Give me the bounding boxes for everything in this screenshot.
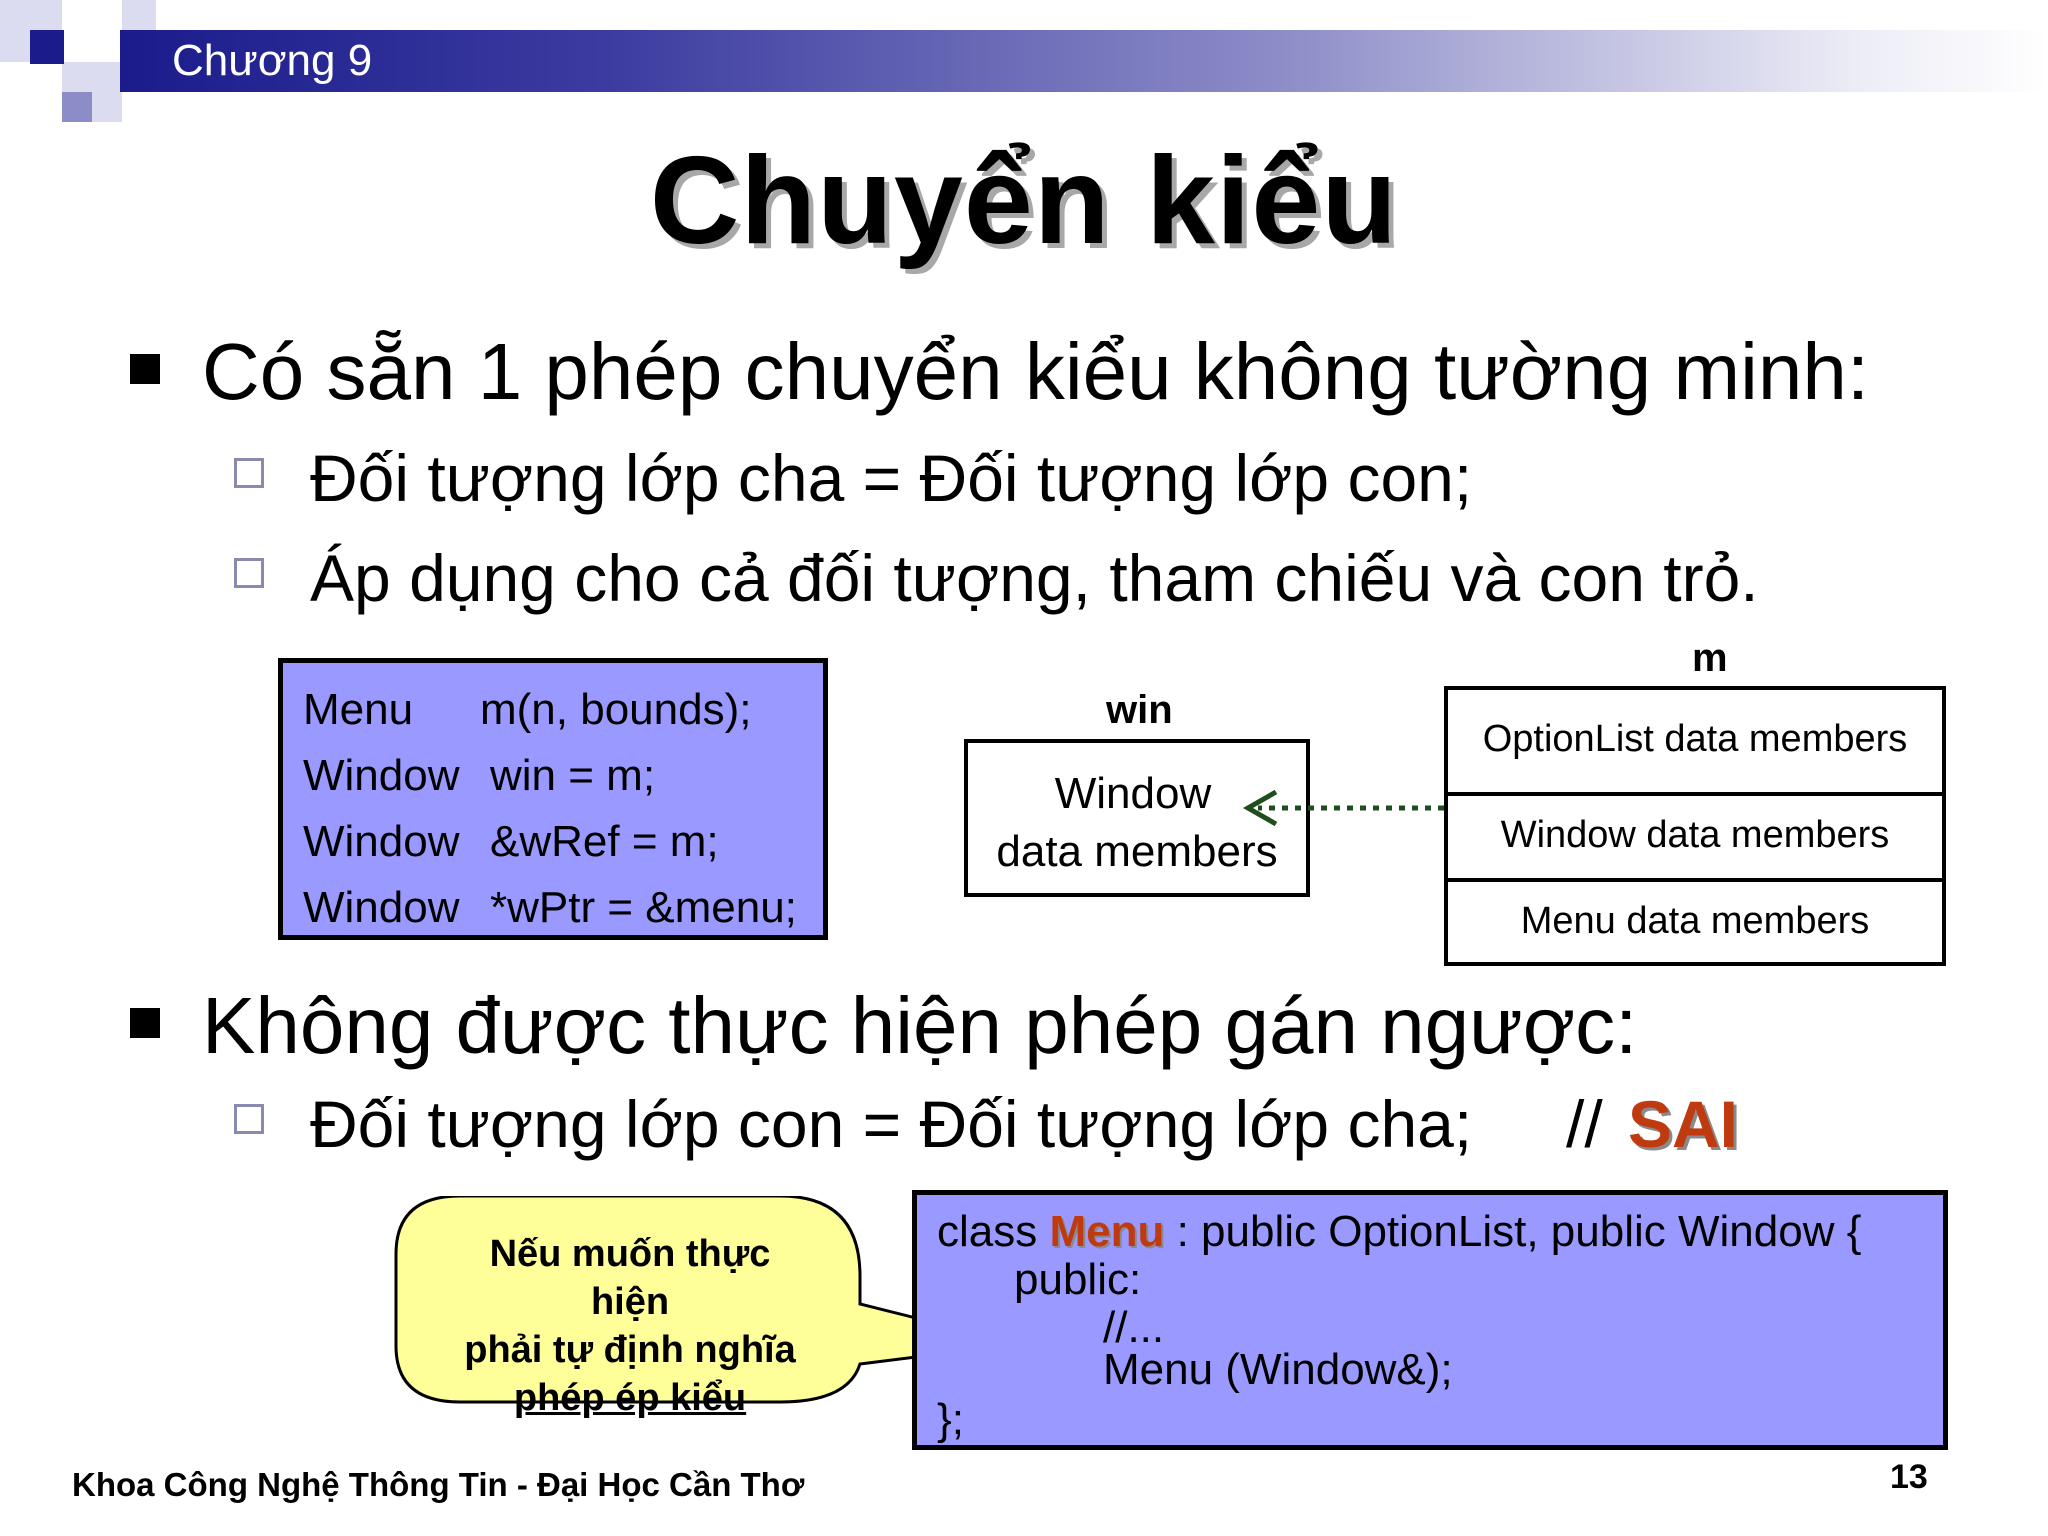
- code-box-class-menu: [912, 1190, 1948, 1450]
- code-rest: m(n, bounds);: [480, 685, 752, 734]
- code-type: Window: [303, 817, 460, 866]
- win-box-line2: data members: [996, 827, 1278, 876]
- header-decor-square: [122, 0, 156, 34]
- footer-text: Khoa Công Nghệ Thông Tin - Đại Học Cần Thơ: [72, 1466, 805, 1503]
- bullet-text: Có sẵn 1 phép chuyển kiểu không tường minh:: [202, 327, 1870, 416]
- header-decor-square: [30, 30, 64, 64]
- code-rest: win = m;: [490, 751, 656, 800]
- sub-bullet-icon: [234, 458, 264, 488]
- code-line-class: [937, 1207, 1861, 1257]
- code-type: Menu: [303, 685, 414, 734]
- header-banner: [120, 30, 2048, 92]
- code-rest: &wRef = m;: [490, 817, 719, 866]
- win-box-line1: Window: [1054, 769, 1212, 818]
- callout-line: Nếu muốn thực: [489, 1233, 771, 1275]
- code-line-constructor: Menu (Window&);: [1103, 1345, 1453, 1394]
- m-row-window: Window data members: [1500, 814, 1890, 856]
- sai-label: SAI: [1628, 1087, 1739, 1161]
- sub-bullet-text: Đối tượng lớp con = Đối tượng lớp cha;: [310, 1087, 1473, 1161]
- bullet-square-icon: [130, 354, 160, 384]
- code-line-close: };: [937, 1395, 964, 1444]
- m-row-optionlist: OptionList data members: [1482, 718, 1908, 760]
- code-keyword-class: class: [937, 1207, 1050, 1256]
- sub-bullet-text: Áp dụng cho cả đối tượng, tham chiếu và con trỏ.: [310, 541, 1759, 615]
- m-object-box: [1444, 686, 1946, 966]
- m-row-divider: [1448, 878, 1942, 882]
- sub-bullet-text: Đối tượng lớp cha = Đối tượng lớp con;: [310, 441, 1473, 515]
- sub-bullet-icon: [234, 1104, 264, 1134]
- callout-line: phải tự định nghĩa: [464, 1329, 796, 1371]
- m-row-divider: [1448, 792, 1942, 796]
- win-label: win: [1106, 688, 1173, 732]
- comment-slashes: //: [1566, 1087, 1603, 1161]
- callout-line: phép ép kiểu: [513, 1377, 747, 1419]
- m-label: m: [1692, 636, 1728, 680]
- page-number: 13: [1890, 1458, 1928, 1496]
- code-rest: *wPtr = &menu;: [490, 883, 797, 932]
- bullet-text: Không được thực hiện phép gán ngược:: [202, 981, 1638, 1070]
- code-class-name: Menu: [1049, 1207, 1165, 1256]
- code-box-assignments: [278, 658, 828, 940]
- dotted-arrow-icon: [1236, 786, 1476, 836]
- sub-bullet-icon: [234, 558, 264, 588]
- bullet-square-icon: [130, 1008, 160, 1038]
- code-line-public: public:: [1014, 1255, 1142, 1304]
- m-row-menu: Menu data members: [1520, 900, 1870, 942]
- code-type: Window: [303, 751, 460, 800]
- header-decor-square: [62, 92, 92, 122]
- slide-title: Chuyển kiểu: [649, 132, 1399, 270]
- code-type: Window: [303, 883, 460, 932]
- code-line-comment: //...: [1103, 1303, 1165, 1352]
- code-inheritance: : public OptionList, public Window {: [1164, 1207, 1862, 1256]
- callout-line: hiện: [590, 1281, 670, 1323]
- chapter-label: Chương 9: [172, 36, 373, 85]
